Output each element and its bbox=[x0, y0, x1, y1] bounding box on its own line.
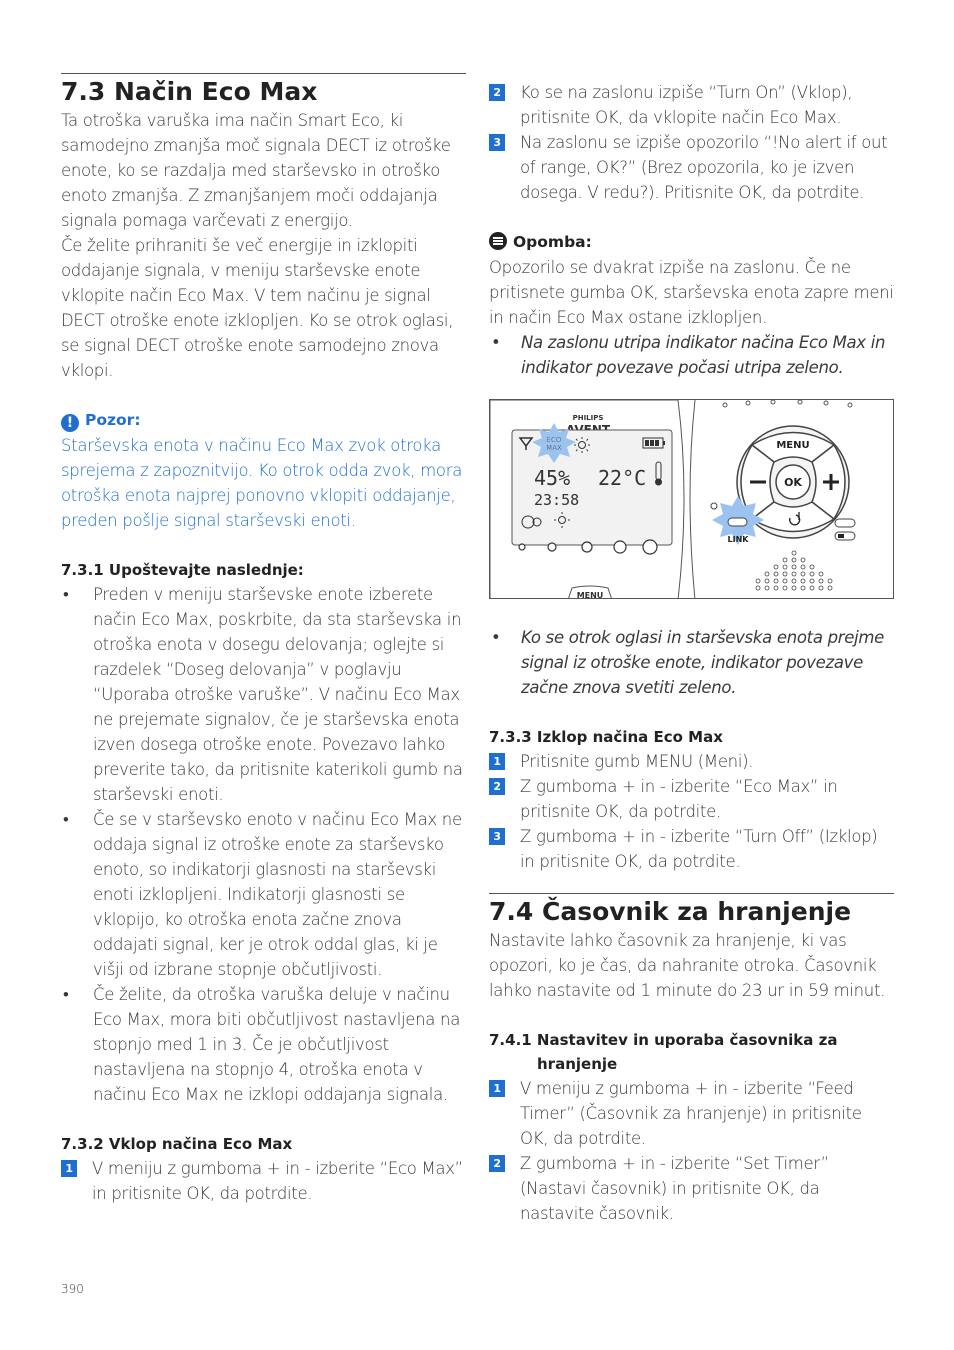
speaker-hole bbox=[792, 572, 796, 576]
step-number: 2 bbox=[489, 1155, 505, 1172]
speaker-hole bbox=[810, 579, 814, 583]
section-title-7-3: 7.3 Način Eco Max bbox=[61, 77, 318, 106]
feed-timer-intro: Nastavite lahko časovnik za hranjenje, ki vas opozori, ko je čas, da nahranite otroka. Časovnik lahko nastavite od 1 minute do 23 ur in 59 minut. bbox=[489, 931, 886, 1000]
speaker-hole bbox=[810, 586, 814, 590]
step-number: 2 bbox=[489, 84, 505, 101]
speaker-hole bbox=[774, 572, 778, 576]
battery-status-icon bbox=[838, 534, 844, 538]
speaker-hole bbox=[783, 586, 787, 590]
section-title-7-4: 7.4 Časovnik za hranjenje bbox=[489, 897, 852, 926]
speaker-hole bbox=[756, 586, 760, 590]
right-column bbox=[489, 80, 894, 1226]
speaker-hole bbox=[792, 551, 796, 555]
speaker-hole bbox=[765, 586, 769, 590]
step-item bbox=[489, 749, 894, 774]
caution-heading bbox=[61, 408, 466, 433]
steps-list bbox=[489, 1076, 894, 1226]
status-led bbox=[711, 503, 717, 509]
step-text: Na zaslonu se izpiše opozorilo “!No alert if out of range, OK?” (Brez opozorila, ko je izven dosega. V redu?). Pritisnite OK, da potrdite. bbox=[520, 133, 888, 202]
speaker-hole bbox=[792, 565, 796, 569]
speaker-hole bbox=[765, 572, 769, 576]
bottom-menu-label: MENU bbox=[576, 591, 604, 599]
list-item: • Če se v starševsko enoto v načinu Eco Max ne oddaja signal iz otroške enote za starševsko enoto, so indikatorji glasnosti na starševski enoti izklopljeni. Indikatorji glasnosti se vklopijo, ko otroška enota začne znova oddajati signal, ker je otrok oddal glas, ki je višji od izbrane stopnje občutljivosti. bbox=[61, 807, 466, 982]
speaker-hole bbox=[810, 572, 814, 576]
menu-button-label: MENU bbox=[776, 440, 810, 451]
step-item bbox=[489, 824, 894, 874]
top-dots bbox=[723, 400, 852, 407]
speaker-hole bbox=[792, 586, 796, 590]
section-divider bbox=[61, 73, 466, 74]
section-divider bbox=[489, 893, 894, 894]
intro-paragraph: Ta otroška varuška ima način Smart Eco, ki samodejno zmanjša moč signala DECT iz otroške enote, ko se razdalja med starševsko in otroško enoto zmanjša. Z zmanjšanjem moči oddajanja signala pomaga varčevati z energijo. bbox=[61, 111, 451, 230]
list-item: • Preden v meniju starševske enote izberete način Eco Max, poskrbite, da sta starševska in otroška enota v dosegu delovanja; oglejte si razdelek “Doseg delovanja” v poglavju “Uporaba otroške varuške”. V načinu Eco Max ne prejemate signalov, če je starševska enota izven dosega otroške enote. Povezavo lahko preverite tako, da pritisnite katerikoli gumb na starševski enoti. bbox=[61, 582, 466, 807]
step-text: Z gumboma + in - izberite “Eco Max” in pritisnite OK, da potrdite. bbox=[520, 777, 838, 821]
temperature-reading: 22°C bbox=[598, 466, 647, 490]
list-item: • Na zaslonu utripa indikator načina Eco Max in indikator povezave počasi utripa zeleno. bbox=[489, 330, 894, 380]
considerations-list bbox=[61, 582, 466, 1107]
speaker-hole bbox=[801, 558, 805, 562]
speaker-hole bbox=[774, 579, 778, 583]
step-item bbox=[489, 1151, 894, 1226]
step-text: Ko se na zaslonu izpiše “Turn On” (Vklop), pritisnite OK, da vklopite način Eco Max. bbox=[520, 83, 853, 127]
speaker-hole bbox=[819, 579, 823, 583]
steps-list bbox=[489, 80, 894, 205]
step-item bbox=[489, 130, 894, 205]
step-number: 1 bbox=[489, 753, 505, 770]
step-text: V meniju z gumboma + in - izberite “Feed Timer” (Časovnik za hranjenje) in pritisnite OK, da potrdite. bbox=[520, 1079, 862, 1148]
speaker-hole bbox=[783, 572, 787, 576]
speaker-hole bbox=[810, 565, 814, 569]
page-number: 390 bbox=[61, 1282, 84, 1296]
speaker-grille bbox=[756, 551, 832, 590]
note-list bbox=[489, 330, 894, 380]
device-illustration bbox=[489, 399, 894, 599]
step-text: Pritisnite gumb MENU (Meni). bbox=[520, 752, 754, 771]
list-item: • Ko se otrok oglasi in starševska enota prejme signal iz otroške enote, indikator povezave začne znova svetiti zeleno. bbox=[489, 625, 894, 700]
speaker-hole bbox=[801, 565, 805, 569]
speaker-hole bbox=[828, 586, 832, 590]
speaker-hole bbox=[783, 558, 787, 562]
battery-led bbox=[835, 519, 855, 527]
step-text: V meniju z gumboma + in - izberite “Eco Max” in pritisnite OK, da potrdite. bbox=[92, 1159, 463, 1203]
step-number: 3 bbox=[489, 828, 505, 845]
note-icon bbox=[489, 232, 507, 250]
speaker-hole bbox=[774, 586, 778, 590]
link-label: LINK bbox=[727, 535, 749, 544]
note-text: Opozorilo se dvakrat izpiše na zaslonu. Če ne pritisnete gumba OK, starševska enota zapre meni in način Eco Max ostane izklopljen. bbox=[489, 258, 894, 327]
step-item bbox=[489, 774, 894, 824]
ok-button-label: OK bbox=[784, 476, 802, 489]
speaker-hole bbox=[783, 565, 787, 569]
subsection-title-7-3-1: 7.3.1 Upoštevajte naslednje: bbox=[61, 561, 304, 579]
step-item bbox=[61, 1156, 466, 1206]
step-number: 2 bbox=[489, 778, 505, 795]
steps-list bbox=[61, 1156, 466, 1206]
step-item bbox=[489, 80, 894, 130]
speaker-hole bbox=[774, 565, 778, 569]
note-heading bbox=[489, 230, 894, 255]
figure-note-list bbox=[489, 625, 894, 700]
intro-paragraph-2: Če želite prihraniti še več energije in izklopiti oddajanje signala, v meniju starševske enote vklopite način Eco Max. V tem načinu je signal DECT otroške enote izklopljen. Ko se otrok oglasi, se signal DECT otroške enote samodejno znova vklopi. bbox=[61, 236, 454, 380]
speaker-hole bbox=[828, 579, 832, 583]
note-title: Opomba: bbox=[513, 233, 592, 251]
caution-icon: ! bbox=[61, 414, 79, 432]
speaker-hole bbox=[765, 579, 769, 583]
speaker-hole bbox=[801, 586, 805, 590]
link-led bbox=[728, 518, 747, 526]
subsection-title-7-4-1: 7.4.1 Nastavitev in uporaba časovnika za hranjenje bbox=[489, 1031, 838, 1073]
baby-unit-edge bbox=[690, 400, 695, 599]
humidity-reading: 45% bbox=[534, 466, 571, 490]
eco-label-line1: ECO bbox=[546, 436, 562, 444]
speaker-hole bbox=[756, 579, 760, 583]
step-text: Z gumboma + in - izberite “Set Timer” (Nastavi časovnik) in pritisnite OK, da nastavite časovnik. bbox=[520, 1154, 829, 1223]
brand-top: PHILIPS bbox=[572, 414, 604, 422]
list-item: • Če želite, da otroška varuška deluje v načinu Eco Max, mora biti občutljivost nastavljena na stopnjo med 1 in 3. Če je občutljivost nastavljena na stopnjo 4, otroška enota v načinu Eco Max ne izklopi oddajanja signala. bbox=[61, 982, 466, 1107]
caution-text: Starševska enota v načinu Eco Max zvok otroka sprejema z zapoznitvijo. Ko otrok odda zvok, mora otroška enota najprej ponovno vklopiti oddajanje, preden pošlje signal starševski enoti. bbox=[61, 436, 462, 530]
step-number: 3 bbox=[489, 134, 505, 151]
step-number: 1 bbox=[61, 1160, 77, 1177]
speaker-hole bbox=[792, 558, 796, 562]
speaker-hole bbox=[792, 579, 796, 583]
eco-label-line2: MAX bbox=[546, 444, 562, 452]
device-illustration-svg bbox=[490, 400, 894, 599]
step-number: 1 bbox=[489, 1080, 505, 1097]
step-item bbox=[489, 1076, 894, 1151]
caution-title: Pozor: bbox=[85, 411, 141, 429]
subsection-title-7-3-2: 7.3.2 Vklop načina Eco Max bbox=[61, 1135, 293, 1153]
speaker-hole bbox=[783, 579, 787, 583]
steps-list bbox=[489, 749, 894, 874]
clock-reading: 23:58 bbox=[534, 491, 580, 509]
speaker-hole bbox=[801, 572, 805, 576]
left-column bbox=[61, 73, 466, 1206]
subsection-title-7-3-3: 7.3.3 Izklop načina Eco Max bbox=[489, 728, 723, 746]
speaker-hole bbox=[801, 579, 805, 583]
speaker-hole bbox=[819, 586, 823, 590]
speaker-hole bbox=[819, 572, 823, 576]
step-text: Z gumboma + in - izberite “Turn Off” (Izklop) in pritisnite OK, da potrdite. bbox=[520, 827, 878, 871]
